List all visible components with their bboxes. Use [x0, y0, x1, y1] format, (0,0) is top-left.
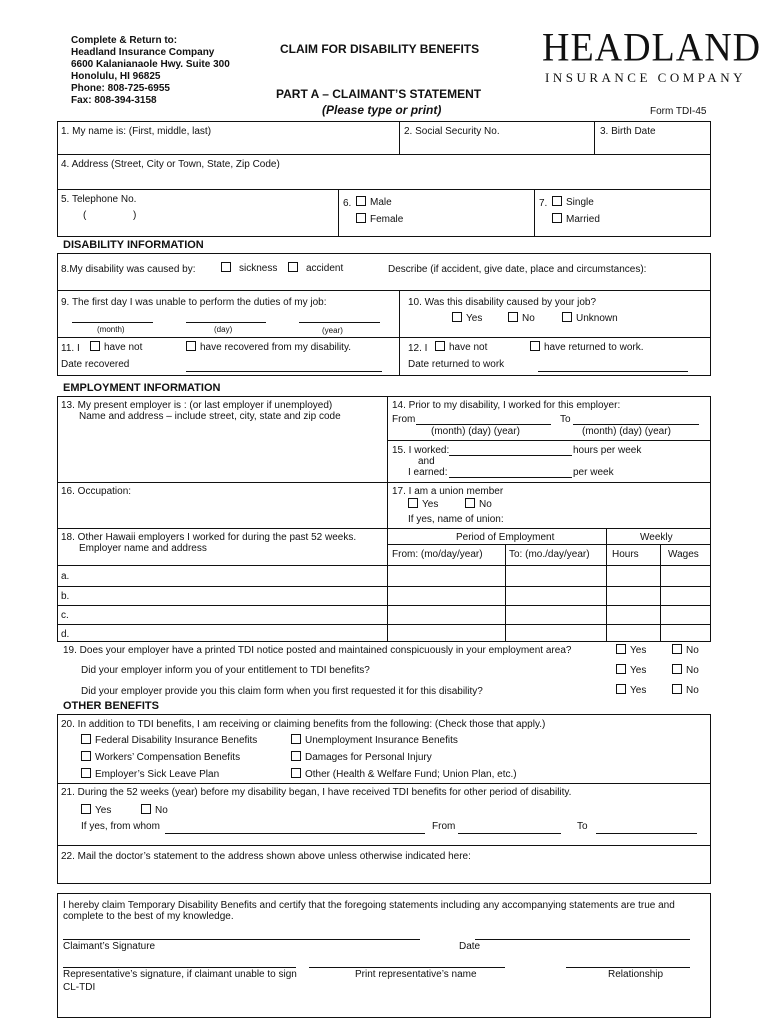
- damages-checkbox[interactable]: [291, 751, 301, 761]
- row-label-c: c.: [61, 610, 69, 621]
- mail-doctor-label: 22. Mail the doctor’s statement to the address shown above unless otherwise indicated here:: [61, 851, 471, 862]
- sickness-label: sickness: [239, 263, 278, 274]
- name-input[interactable]: [62, 139, 392, 152]
- first-day-month-input[interactable]: [74, 309, 152, 321]
- damages-option[interactable]: [291, 751, 432, 763]
- union-name-input[interactable]: [508, 514, 706, 526]
- earned-per-week-label: per week: [573, 467, 614, 478]
- accident-option[interactable]: [288, 262, 343, 274]
- and-label: and: [418, 456, 435, 467]
- employer-address-label: Name and address – include street, city, state and zip code: [79, 411, 341, 422]
- notice-no-checkbox[interactable]: [672, 644, 682, 654]
- hours-worked-label: 15. I worked:: [392, 445, 450, 456]
- employer-row-input[interactable]: [75, 608, 383, 622]
- unemployment-option[interactable]: [291, 734, 458, 746]
- prior-tdi-yes-label: Yes: [95, 805, 112, 816]
- birth-date-label: 3. Birth Date: [600, 126, 656, 137]
- work-to-input[interactable]: [575, 412, 697, 424]
- work-from-label: From: [392, 414, 416, 425]
- female-label: Female: [370, 214, 404, 225]
- marital-number: 7.: [539, 198, 548, 209]
- other-benefits-question: 20. In addition to TDI benefits, I am receiving or claiming benefits from the following: (Check those that apply.): [61, 719, 546, 730]
- month-caption: (month): [97, 325, 125, 334]
- employment-section-heading: EMPLOYMENT INFORMATION: [63, 382, 221, 394]
- employer-row-input[interactable]: [75, 589, 383, 603]
- job-caused-unknown-label: Unknown: [576, 313, 618, 324]
- sick-leave-option[interactable]: [81, 768, 219, 780]
- address-line: 6600 Kalanianaole Hwy. Suite 300: [71, 59, 230, 70]
- address-line: Headland Insurance Company: [71, 47, 215, 58]
- part-title: PART A – CLAIMANT’S STATEMENT: [276, 87, 482, 101]
- notice-yes-label: Yes: [630, 645, 647, 656]
- representative-name-label: Print representative’s name: [355, 969, 477, 980]
- claim-form-yes-checkbox[interactable]: [616, 684, 626, 694]
- union-name-label: If yes, name of union:: [408, 514, 504, 525]
- address-line: Complete & Return to:: [71, 35, 178, 46]
- not-recovered-checkbox[interactable]: [90, 341, 100, 351]
- prior-tdi-no-checkbox[interactable]: [141, 804, 151, 814]
- prior-tdi-yes-option[interactable]: [81, 804, 111, 816]
- entitlement-no-label: No: [686, 665, 699, 676]
- claimant-signature-label: Claimant’s Signature: [63, 941, 156, 952]
- workers-comp-label: Workers’ Compensation Benefits: [95, 752, 241, 763]
- phone-input[interactable]: [142, 210, 322, 223]
- prior-tdi-no-option[interactable]: [141, 804, 168, 816]
- prior-to-label: To: [577, 821, 588, 832]
- describe-label: Describe (if accident, give date, place and circumstances):: [388, 264, 647, 275]
- notice-no-label: No: [686, 645, 699, 656]
- earned-label: I earned:: [408, 467, 448, 478]
- other-benefit-label: Other (Health & Welfare Fund; Union Plan, etc.): [305, 769, 517, 780]
- male-label: Male: [370, 197, 392, 208]
- claim-form-yes-option[interactable]: [616, 684, 646, 696]
- male-option[interactable]: [356, 196, 392, 208]
- employer-name-caption: Employer name and address: [79, 543, 207, 554]
- entitlement-yes-option[interactable]: [616, 664, 646, 676]
- hours-worked-input[interactable]: [451, 443, 569, 455]
- date-returned-input[interactable]: [540, 358, 686, 370]
- federal-label: Federal Disability Insurance Benefits: [95, 735, 258, 746]
- q12-prefix: 12. I: [408, 343, 428, 354]
- single-label: Single: [566, 197, 594, 208]
- col-hours: Hours: [612, 549, 639, 560]
- date-label: Date: [459, 941, 481, 952]
- address-label: 4. Address (Street, City or Town, State, Zip Code): [61, 159, 280, 170]
- federal-checkbox[interactable]: [81, 734, 91, 744]
- other-benefits-heading: OTHER BENEFITS: [63, 700, 159, 712]
- representative-signature-label: Representative’s signature, if claimant unable to sign: [63, 969, 297, 980]
- notice-yes-option[interactable]: [616, 644, 646, 656]
- accident-checkbox[interactable]: [288, 262, 298, 272]
- col-from: From: (mo/day/year): [392, 549, 483, 560]
- married-checkbox[interactable]: [552, 213, 562, 223]
- present-employer-label: 13. My present employer is : (or last employer if unemployed): [61, 400, 333, 411]
- notice-yes-checkbox[interactable]: [616, 644, 626, 654]
- date-recovered-label: Date recovered: [61, 359, 130, 370]
- logo-subtitle: INSURANCE COMPANY: [545, 70, 746, 85]
- signature-date-input[interactable]: [477, 925, 688, 938]
- workers-comp-checkbox[interactable]: [81, 751, 91, 761]
- entitlement-no-checkbox[interactable]: [672, 664, 682, 674]
- claim-form-no-checkbox[interactable]: [672, 684, 682, 694]
- to-units-caption: (month) (day) (year): [582, 426, 671, 437]
- ssn-input[interactable]: [404, 139, 590, 152]
- returned-option[interactable]: [530, 341, 644, 353]
- day-caption: (day): [214, 325, 233, 334]
- col-wages: Wages: [668, 549, 699, 560]
- certification-line-2: complete to the best of my knowledge.: [63, 911, 234, 922]
- claim-form-no-option[interactable]: [672, 684, 699, 696]
- single-option[interactable]: [552, 196, 594, 208]
- disability-section-heading: DISABILITY INFORMATION: [63, 239, 204, 251]
- sickness-checkbox[interactable]: [221, 262, 231, 272]
- other-benefit-option[interactable]: [291, 768, 517, 780]
- federal-option[interactable]: [81, 734, 257, 746]
- relationship-label: Relationship: [608, 969, 664, 980]
- union-no-checkbox[interactable]: [465, 498, 475, 508]
- entitlement-question: Did your employer inform you of your entitlement to TDI benefits?: [81, 665, 370, 676]
- employer-row-input[interactable]: [75, 627, 383, 640]
- union-yes-checkbox[interactable]: [408, 498, 418, 508]
- instruction: (Please type or print): [322, 103, 442, 117]
- phone-paren-open: (: [83, 210, 87, 221]
- representative-signature-input[interactable]: [65, 953, 294, 966]
- work-from-input[interactable]: [418, 412, 548, 424]
- cause-label: 8.My disability was caused by:: [61, 264, 196, 275]
- notice-no-option[interactable]: [672, 644, 699, 656]
- work-to-label: To: [560, 414, 571, 425]
- tdi-notice-question: 19. Does your employer have a printed TDI notice posted and maintained conspicuously in your employment area?: [63, 645, 572, 656]
- birth-date-input[interactable]: [600, 139, 706, 152]
- recovered-option[interactable]: [186, 341, 351, 353]
- not-returned-label: have not: [449, 342, 488, 353]
- phone-paren-close: ): [133, 210, 137, 221]
- logo-name: HEADLAND: [542, 25, 762, 71]
- workers-comp-option[interactable]: [81, 751, 240, 763]
- job-caused-yes-option[interactable]: [452, 312, 482, 324]
- sick-leave-checkbox[interactable]: [81, 768, 91, 778]
- entitlement-yes-label: Yes: [630, 665, 647, 676]
- row-label-b: b.: [61, 591, 70, 602]
- job-caused-yes-checkbox[interactable]: [452, 312, 462, 322]
- first-day-year-input[interactable]: [301, 309, 379, 321]
- earned-input[interactable]: [451, 465, 569, 477]
- mail-address-input[interactable]: [62, 864, 702, 880]
- single-checkbox[interactable]: [552, 196, 562, 206]
- union-member-label: 17. I am a union member: [392, 486, 504, 497]
- recovered-checkbox[interactable]: [186, 341, 196, 351]
- job-caused-yes-label: Yes: [466, 313, 483, 324]
- address-line: Fax: 808-394-3158: [71, 95, 157, 106]
- returned-label: have returned to work.: [544, 342, 644, 353]
- describe-input[interactable]: [388, 276, 706, 288]
- q11-prefix: 11. I: [61, 343, 80, 354]
- not-returned-option[interactable]: [435, 341, 487, 353]
- col-to: To: (mo./day/year): [509, 549, 590, 560]
- area-code-input[interactable]: [90, 210, 130, 223]
- claim-form-yes-label: Yes: [630, 685, 647, 696]
- from-whom-label: If yes, from whom: [81, 821, 160, 832]
- date-returned-label: Date returned to work: [408, 359, 505, 370]
- form-number: Form TDI-45: [650, 106, 707, 117]
- female-checkbox[interactable]: [356, 213, 366, 223]
- sickness-option[interactable]: [221, 262, 277, 274]
- prior-from-label: From: [432, 821, 456, 832]
- ssn-label: 2. Social Security No.: [404, 126, 500, 137]
- telephone-label: 5. Telephone No.: [61, 194, 137, 205]
- claim-form-no-label: No: [686, 685, 699, 696]
- job-caused-label: 10. Was this disability caused by your job?: [408, 297, 597, 308]
- accident-label: accident: [306, 263, 344, 274]
- other-employers-label: 18. Other Hawaii employers I worked for during the past 52 weeks.: [61, 532, 357, 543]
- job-caused-no-option[interactable]: [508, 312, 535, 324]
- first-day-label: 9. The first day I was unable to perform the duties of my job:: [61, 297, 327, 308]
- claim-form-question: Did your employer provide you this claim form when you first requested it for this disability?: [81, 686, 483, 697]
- present-employer-input[interactable]: [62, 424, 382, 480]
- union-yes-option[interactable]: [408, 498, 438, 510]
- married-option[interactable]: [552, 213, 600, 225]
- prior-to-input[interactable]: [598, 820, 695, 832]
- row-label-a: a.: [61, 571, 70, 582]
- prior-tdi-yes-checkbox[interactable]: [81, 804, 91, 814]
- form-title: CLAIM FOR DISABILITY BENEFITS: [280, 42, 480, 56]
- job-caused-unknown-option[interactable]: [562, 312, 618, 324]
- period-header: Period of Employment: [456, 532, 555, 543]
- recovered-label: have recovered from my disability.: [200, 342, 351, 353]
- entitlement-no-option[interactable]: [672, 664, 699, 676]
- first-day-day-input[interactable]: [188, 309, 265, 321]
- job-caused-no-checkbox[interactable]: [508, 312, 518, 322]
- job-caused-no-label: No: [522, 313, 535, 324]
- other-benefit-checkbox[interactable]: [291, 768, 301, 778]
- address-input[interactable]: [62, 172, 702, 186]
- returned-checkbox[interactable]: [530, 341, 540, 351]
- prior-from-input[interactable]: [460, 820, 559, 832]
- address-line: Honolulu, HI 96825: [71, 71, 161, 82]
- weekly-header: Weekly: [640, 532, 673, 543]
- hours-per-week-label: hours per week: [573, 445, 642, 456]
- prior-work-label: 14. Prior to my disability, I worked for this employer:: [392, 400, 621, 411]
- union-no-label: No: [479, 499, 492, 510]
- not-recovered-label: have not: [104, 342, 143, 353]
- employer-row-input[interactable]: [75, 569, 383, 583]
- prior-tdi-question: 21. During the 52 weeks (year) before my disability began, I have received TDI benefits for other period of disability.: [61, 787, 572, 798]
- gender-number: 6.: [343, 198, 352, 209]
- claimant-signature-input[interactable]: [65, 925, 418, 938]
- relationship-input[interactable]: [568, 953, 688, 966]
- address-line: Phone: 808-725-6955: [71, 83, 170, 94]
- occupation-label: 16. Occupation:: [61, 486, 132, 497]
- prior-tdi-no-label: No: [155, 805, 168, 816]
- unemployment-checkbox[interactable]: [291, 734, 301, 744]
- date-recovered-input[interactable]: [188, 358, 380, 370]
- unemployment-label: Unemployment Insurance Benefits: [305, 735, 458, 746]
- representative-name-input[interactable]: [311, 953, 503, 966]
- female-option[interactable]: [356, 213, 403, 225]
- male-checkbox[interactable]: [356, 196, 366, 206]
- not-recovered-option[interactable]: [90, 341, 142, 353]
- married-label: Married: [566, 214, 600, 225]
- year-caption: (year): [322, 326, 343, 335]
- not-returned-checkbox[interactable]: [435, 341, 445, 351]
- damages-label: Damages for Personal Injury: [305, 752, 432, 763]
- from-whom-input[interactable]: [167, 820, 423, 832]
- form-code: CL-TDI: [63, 982, 96, 993]
- occupation-input[interactable]: [62, 498, 382, 524]
- sick-leave-label: Employer’s Sick Leave Plan: [95, 769, 220, 780]
- from-units-caption: (month) (day) (year): [431, 426, 520, 437]
- union-yes-label: Yes: [422, 499, 439, 510]
- job-caused-unknown-checkbox[interactable]: [562, 312, 572, 322]
- row-label-d: d.: [61, 629, 70, 640]
- entitlement-yes-checkbox[interactable]: [616, 664, 626, 674]
- certification-line-1: I hereby claim Temporary Disability Benefits and certify that the foregoing statements including any accompanying statements are true and: [63, 900, 675, 911]
- name-label: 1. My name is: (First, middle, last): [61, 126, 212, 137]
- union-no-option[interactable]: [465, 498, 492, 510]
